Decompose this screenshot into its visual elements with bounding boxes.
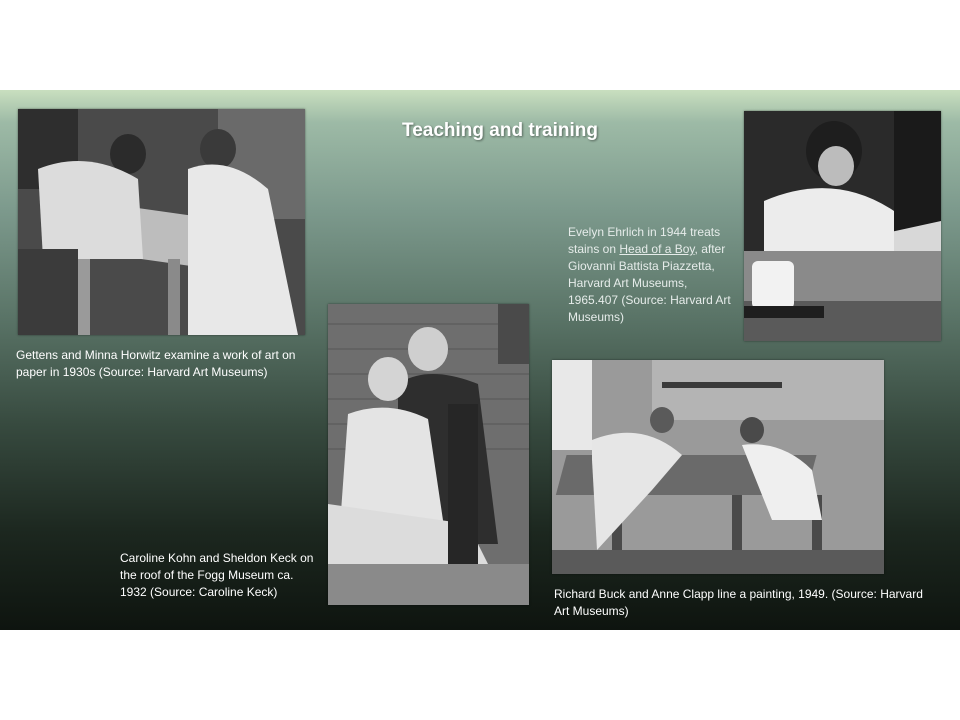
caption-ehrlich-text-pre: Evelyn Ehrlich in 1944 treats stains on [568, 225, 721, 256]
photo-buck-clapp [552, 360, 884, 574]
slide-title: Teaching and training [402, 120, 598, 141]
caption-kohn-keck: Caroline Kohn and Sheldon Keck on the roof of the Fogg Museum ca. 1932 (Source: Caroline Keck) [120, 551, 314, 599]
photo-kohn-keck [328, 304, 529, 605]
photo-gettens-horwitz [18, 109, 305, 335]
caption-ehrlich-artwork-title: Head of a Boy [619, 242, 695, 256]
caption-buck-clapp: Richard Buck and Anne Clapp line a painting, 1949. (Source: Harvard Art Museums) [554, 587, 923, 618]
caption-evelyn-ehrlich [568, 224, 738, 326]
photo-evelyn-ehrlich [744, 111, 941, 341]
caption-gettens-horwitz: Gettens and Minna Horwitz examine a work of art on paper in 1930s (Source: Harvard Art Museums) [16, 348, 296, 379]
caption-ehrlich-text-post: , after Giovanni Battista Piazzetta, Harvard Art Museums, 1965.407 (Source: Harvard Art Museums) [568, 242, 731, 324]
slide [0, 90, 960, 630]
